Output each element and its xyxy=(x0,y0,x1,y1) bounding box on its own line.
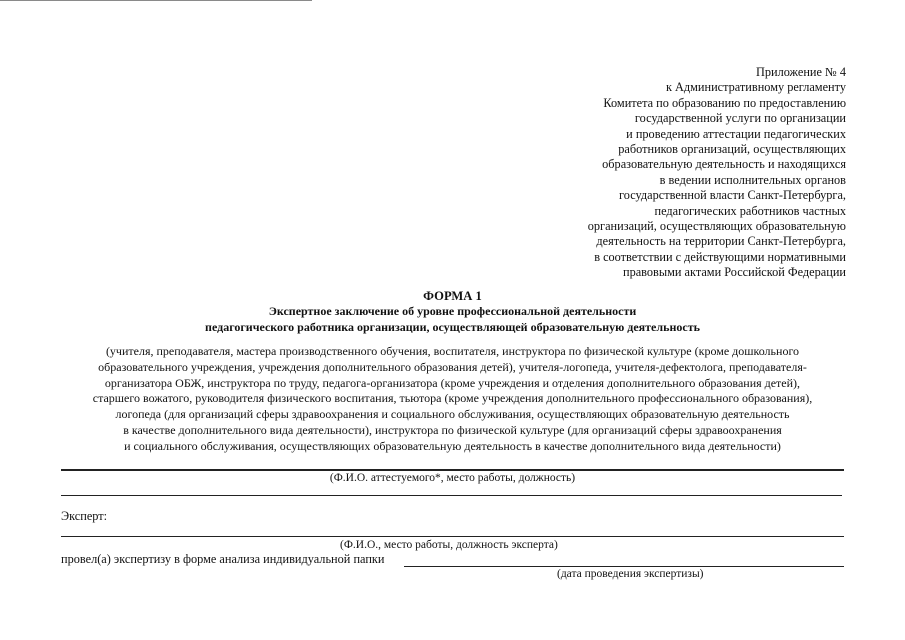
description-line: логопеда (для организаций сферы здравоохранения и социального обслуживания, осуществляющих образовательную деятельность xyxy=(115,407,790,422)
appendix-line: организаций, осуществляющих образовательную xyxy=(587,219,846,234)
appendix-line: к Административному регламенту xyxy=(665,80,846,95)
appendix-line: Комитета по образованию по предоставлению xyxy=(603,95,846,110)
appendix-line: Приложение № 4 xyxy=(755,65,846,79)
description-line: в качестве дополнительного вида деятельности), инструктора по физической культуре (для организаций сферы здравоохранения xyxy=(123,422,782,437)
date-caption: (дата проведения экспертизы) xyxy=(557,568,704,580)
appendix-line: правовыми актами Российской Федерации xyxy=(622,265,846,280)
appendix-line: деятельность на территории Санкт-Петербурга, xyxy=(596,234,846,249)
attestee-second-underline[interactable] xyxy=(61,495,842,496)
appendix-line: работников организаций, осуществляющих xyxy=(618,142,846,157)
description-line: образовательного учреждения, учреждения дополнительного образования детей), учителя-логопеда, учителя-дефектолога, преподавателя- xyxy=(98,359,807,374)
attestee-underline[interactable] xyxy=(61,469,844,471)
appendix-line: государственной власти Санкт-Петербурга, xyxy=(619,188,846,203)
appendix-line: образовательную деятельность и находящихся xyxy=(602,157,846,172)
appendix-line: в ведении исполнительных органов xyxy=(659,172,846,187)
top-border-line xyxy=(0,0,312,1)
expert-underline[interactable] xyxy=(61,536,844,537)
appendix-line: и проведению аттестации педагогических xyxy=(626,126,846,141)
attestee-caption: (Ф.И.О. аттестуемого*, место работы, должность) xyxy=(329,472,576,484)
expert-caption: (Ф.И.О., место работы, должность эксперта) xyxy=(340,539,558,551)
description-line: старшего вожатого, руководителя физического воспитания, тьютора (кроме учреждения дополнительного профессионального образования), xyxy=(92,391,813,406)
subtitle-line: педагогического работника организации, осуществляющей образовательную деятельность xyxy=(205,319,700,334)
description-line: организатора ОБЖ, инструктора по труду, педагога-организатора (кроме учреждения и отделения дополнительного образования детей), xyxy=(104,375,801,390)
expertise-date-underline[interactable] xyxy=(404,566,844,567)
expert-label: Эксперт: xyxy=(61,509,108,523)
form-description xyxy=(0,344,905,455)
expertise-label: провел(а) экспертизу в форме анализа индивидуальной папки xyxy=(61,552,385,566)
form-subtitle xyxy=(0,304,905,335)
appendix-line: педагогических работников частных xyxy=(654,203,846,218)
form-title: ФОРМА 1 xyxy=(423,289,482,303)
subtitle-line: Экспертное заключение об уровне профессиональной деятельности xyxy=(268,304,637,318)
appendix-line: в соответствии с действующими нормативными xyxy=(594,249,846,264)
description-line: (учителя, преподавателя, мастера производственного обучения, воспитателя, инструктора по физической культуре (кроме дошкольного xyxy=(105,344,800,358)
appendix-header xyxy=(516,65,846,281)
description-line: и социального обслуживания, осуществляющих образовательную деятельность в качестве дополнительного вида деятельности) xyxy=(124,438,781,453)
appendix-line: государственной услуги по организации xyxy=(634,111,846,126)
